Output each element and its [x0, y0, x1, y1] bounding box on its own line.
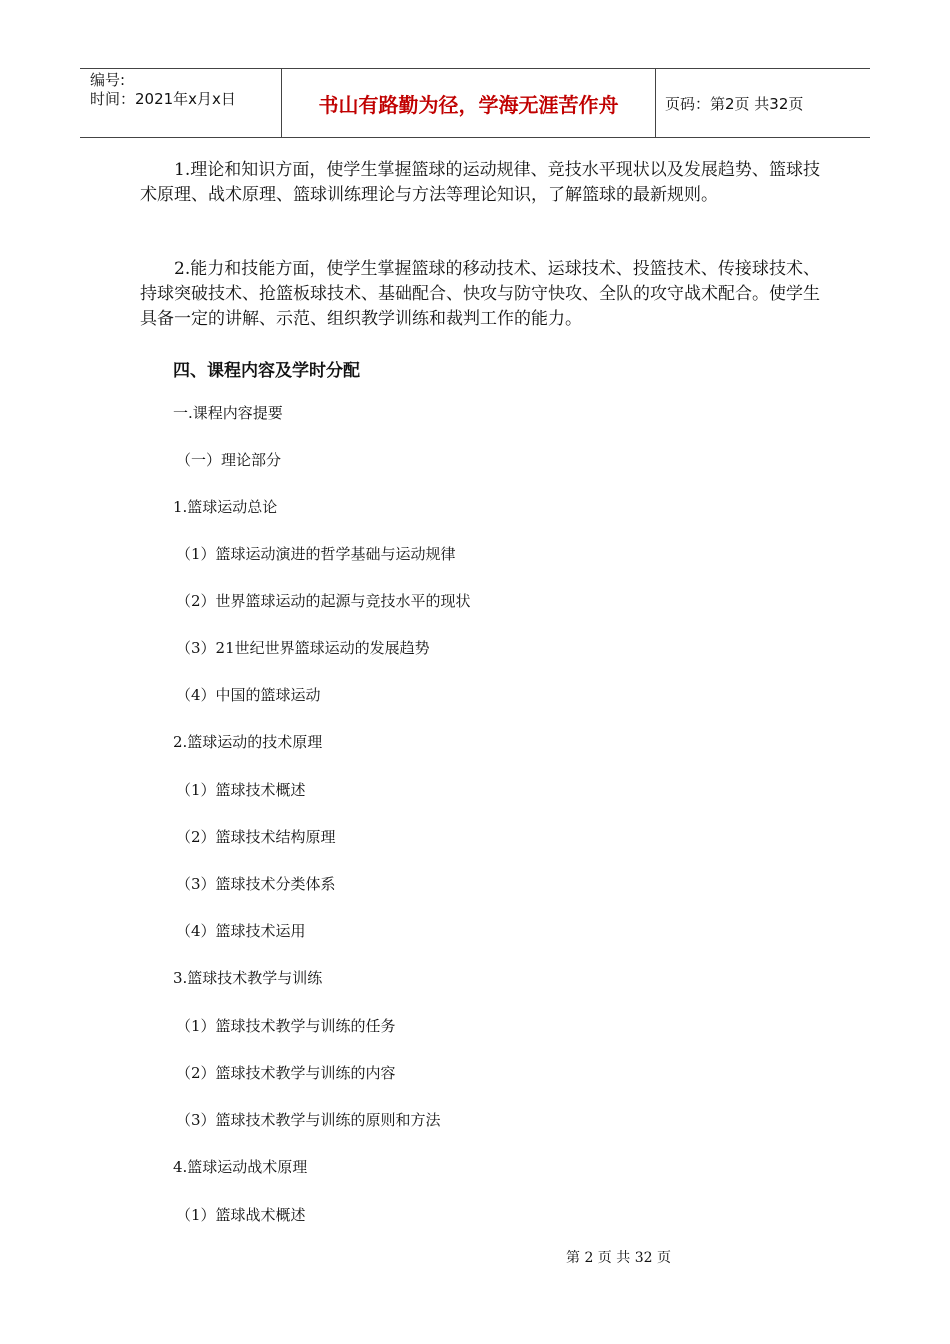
outline-line: 2.篮球运动的技术原理 — [173, 733, 323, 751]
outline-line: （2）篮球技术结构原理 — [176, 828, 336, 846]
outline-line: （2）篮球技术教学与训练的内容 — [176, 1064, 396, 1082]
header-page-code: 页码：第2页 共32页 — [665, 94, 804, 113]
outline-line: 1.篮球运动总论 — [173, 498, 278, 516]
page-header — [80, 68, 870, 138]
header-meta — [80, 69, 282, 137]
outline-line: 3.篮球技术教学与训练 — [173, 969, 323, 987]
outline-line: （1）篮球技术教学与训练的任务 — [176, 1017, 396, 1035]
paragraph-knowledge: 1.理论和知识方面，使学生掌握篮球的运动规律、竞技水平现状以及发展趋势、篮球技术原理、战术原理、篮球训练理论与方法等理论知识，了解篮球的最新规则。 — [140, 160, 820, 205]
paragraph-skills: 2.能力和技能方面，使学生掌握篮球的移动技术、运球技术、投篮技术、传接球技术、持球突破技术、抢篮板球技术、基础配合、快攻与防守快攻、全队的攻守战术配合。使学生具备一定的讲解、示范、组织教学训练和裁判工作的能力。 — [140, 259, 820, 329]
page-footer: 第 2 页 共 32 页 — [566, 1250, 671, 1266]
section-heading: 四、课程内容及学时分配 — [173, 361, 360, 381]
outline-line: （2）世界篮球运动的起源与竞技水平的现状 — [176, 592, 471, 610]
outline-line: 一.课程内容提要 — [173, 404, 283, 422]
outline-line: （1）篮球战术概述 — [176, 1206, 306, 1224]
doc-number-label: 编号: — [90, 71, 126, 89]
outline-line: （3）篮球技术分类体系 — [176, 875, 336, 893]
header-motto: 书山有路勤为径，学海无涯苦作舟 — [282, 69, 656, 137]
outline-line: 4.篮球运动战术原理 — [173, 1158, 308, 1176]
outline-line: （3）篮球技术教学与训练的原则和方法 — [176, 1111, 441, 1129]
outline-line: （4）中国的篮球运动 — [176, 686, 321, 704]
outline-line: （4）篮球技术运用 — [176, 922, 306, 940]
outline-line: （一）理论部分 — [176, 451, 282, 469]
outline-line: （3）21世纪世界篮球运动的发展趋势 — [176, 639, 430, 657]
doc-time-label: 时间：2021年x月x日 — [90, 90, 236, 108]
outline-line: （1）篮球技术概述 — [176, 781, 306, 799]
outline-line: （1）篮球运动演进的哲学基础与运动规律 — [176, 545, 456, 563]
